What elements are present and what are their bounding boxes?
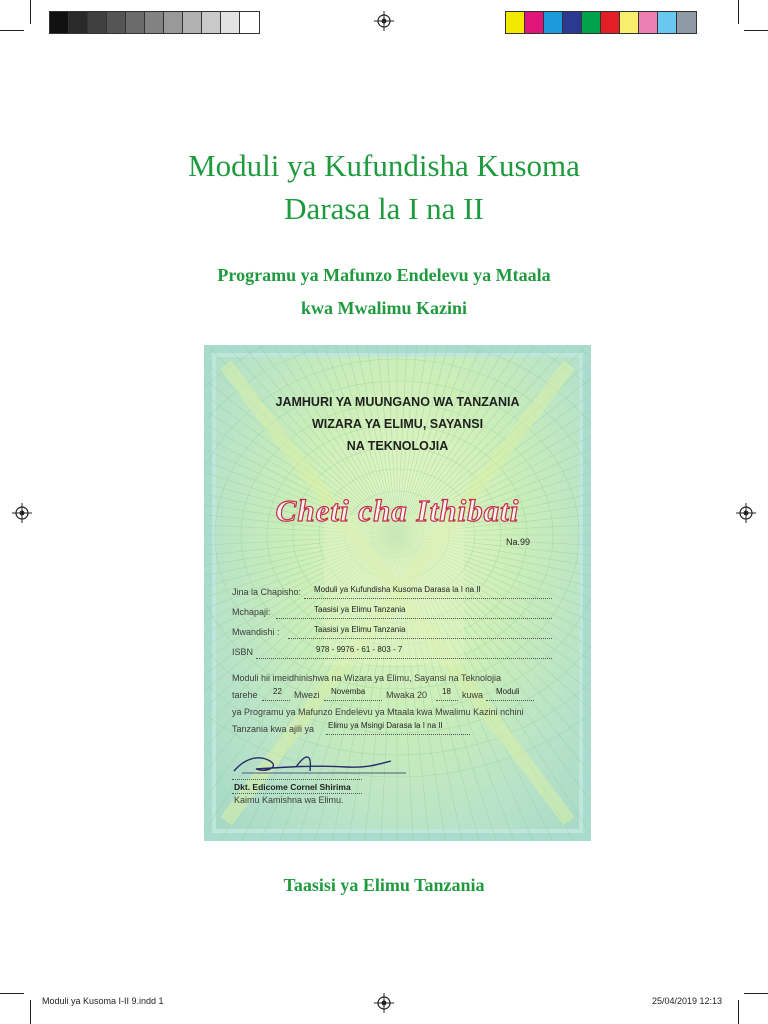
- process-color-bar: [505, 11, 697, 34]
- registration-mark-icon: [374, 993, 394, 1013]
- mwaka-value: 18: [442, 687, 451, 696]
- certificate-heading-1: JAMHURI YA MUUNGANO WA TANZANIA: [275, 395, 520, 409]
- programme-statement: ya Programu ya Mafunzo Endelevu ya Mtaala kwa Mwalimu Kazini nchini: [232, 707, 524, 717]
- crop-mark-tl-h: [0, 30, 24, 31]
- color-swatch: [525, 12, 544, 33]
- kuwa-value: Moduli: [496, 687, 520, 696]
- isbn-label: ISBN: [232, 647, 254, 657]
- signature-icon: [226, 743, 426, 783]
- gray-color-bar: [49, 11, 260, 34]
- color-swatch: [221, 12, 240, 33]
- mwezi-label: Mwezi: [294, 690, 320, 700]
- color-swatch: [582, 12, 601, 33]
- crop-mark-bl-h: [0, 993, 24, 994]
- certificate-title: Cheti cha Ithibati: [275, 493, 520, 528]
- signatory-name: Dkt. Edicome Cornel Shirima: [234, 782, 351, 792]
- color-swatch: [202, 12, 221, 33]
- page-title-line-1: Moduli ya Kufundisha Kusoma: [188, 148, 580, 183]
- registration-mark-icon: [736, 503, 756, 523]
- mwaka-label: Mwaka 20: [386, 690, 428, 700]
- subtitle-line-1: Programu ya Mafunzo Endelevu ya Mtaala: [217, 265, 551, 285]
- crop-mark-tr-v: [738, 0, 739, 24]
- color-swatch: [240, 12, 259, 33]
- registration-mark-icon: [12, 503, 32, 523]
- color-swatch: [639, 12, 658, 33]
- certificate-number: Na.99: [506, 537, 531, 547]
- color-swatch: [563, 12, 582, 33]
- color-swatch: [658, 12, 677, 33]
- purpose-label: Tanzania kwa ajili ya: [232, 724, 315, 734]
- color-swatch: [506, 12, 525, 33]
- accreditation-certificate: [204, 345, 591, 841]
- registration-mark-icon: [374, 11, 394, 31]
- date-slug: 25/04/2019 12:13: [652, 996, 723, 1006]
- file-slug: Moduli ya Kusoma I-II 9.indd 1: [42, 996, 164, 1006]
- signatory-title: Kaimu Kamishna wa Elimu.: [234, 795, 344, 805]
- isbn-value: 978 - 9976 - 61 - 803 - 7: [316, 645, 403, 654]
- mchapaji-value: Taasisi ya Elimu Tanzania: [314, 605, 406, 614]
- color-swatch: [145, 12, 164, 33]
- crop-mark-tl-v: [30, 0, 31, 24]
- color-swatch: [601, 12, 620, 33]
- color-swatch: [620, 12, 639, 33]
- crop-mark-bl-v: [30, 1000, 31, 1024]
- publisher-name: Taasisi ya Elimu Tanzania: [283, 875, 485, 895]
- tarehe-value: 22: [273, 687, 282, 696]
- color-swatch: [183, 12, 202, 33]
- crop-mark-br-h: [744, 993, 768, 994]
- mwezi-value: Novemba: [331, 687, 366, 696]
- crop-mark-br-v: [738, 1000, 739, 1024]
- color-swatch: [677, 12, 696, 33]
- mwandishi-value: Taasisi ya Elimu Tanzania: [314, 625, 406, 634]
- certificate-heading-3: NA TEKNOLOJIA: [346, 439, 449, 453]
- crop-mark-tr-h: [744, 30, 768, 31]
- mwandishi-label: Mwandishi :: [232, 627, 280, 637]
- subtitle-line-2: kwa Mwalimu Kazini: [300, 298, 467, 318]
- accreditation-statement: Moduli hii imeidhinishwa na Wizara ya Elimu, Sayansi na Teknolojia: [232, 673, 501, 683]
- color-swatch: [126, 12, 145, 33]
- purpose-value: Elimu ya Msingi Darasa la I na II: [328, 721, 443, 730]
- color-swatch: [88, 12, 107, 33]
- color-swatch: [544, 12, 563, 33]
- jina-value: Moduli ya Kufundisha Kusoma Darasa la I na II: [314, 585, 481, 594]
- color-swatch: [50, 12, 69, 33]
- kuwa-label: kuwa: [462, 690, 484, 700]
- color-swatch: [164, 12, 183, 33]
- tarehe-label: tarehe: [232, 690, 258, 700]
- color-swatch: [69, 12, 88, 33]
- page-title-line-2: Darasa la I na II: [284, 191, 484, 226]
- mchapaji-label: Mchapaji:: [232, 607, 271, 617]
- jina-label: Jina la Chapisho:: [232, 587, 302, 597]
- color-swatch: [107, 12, 126, 33]
- certificate-heading-2: WIZARA YA ELIMU, SAYANSI: [311, 417, 484, 431]
